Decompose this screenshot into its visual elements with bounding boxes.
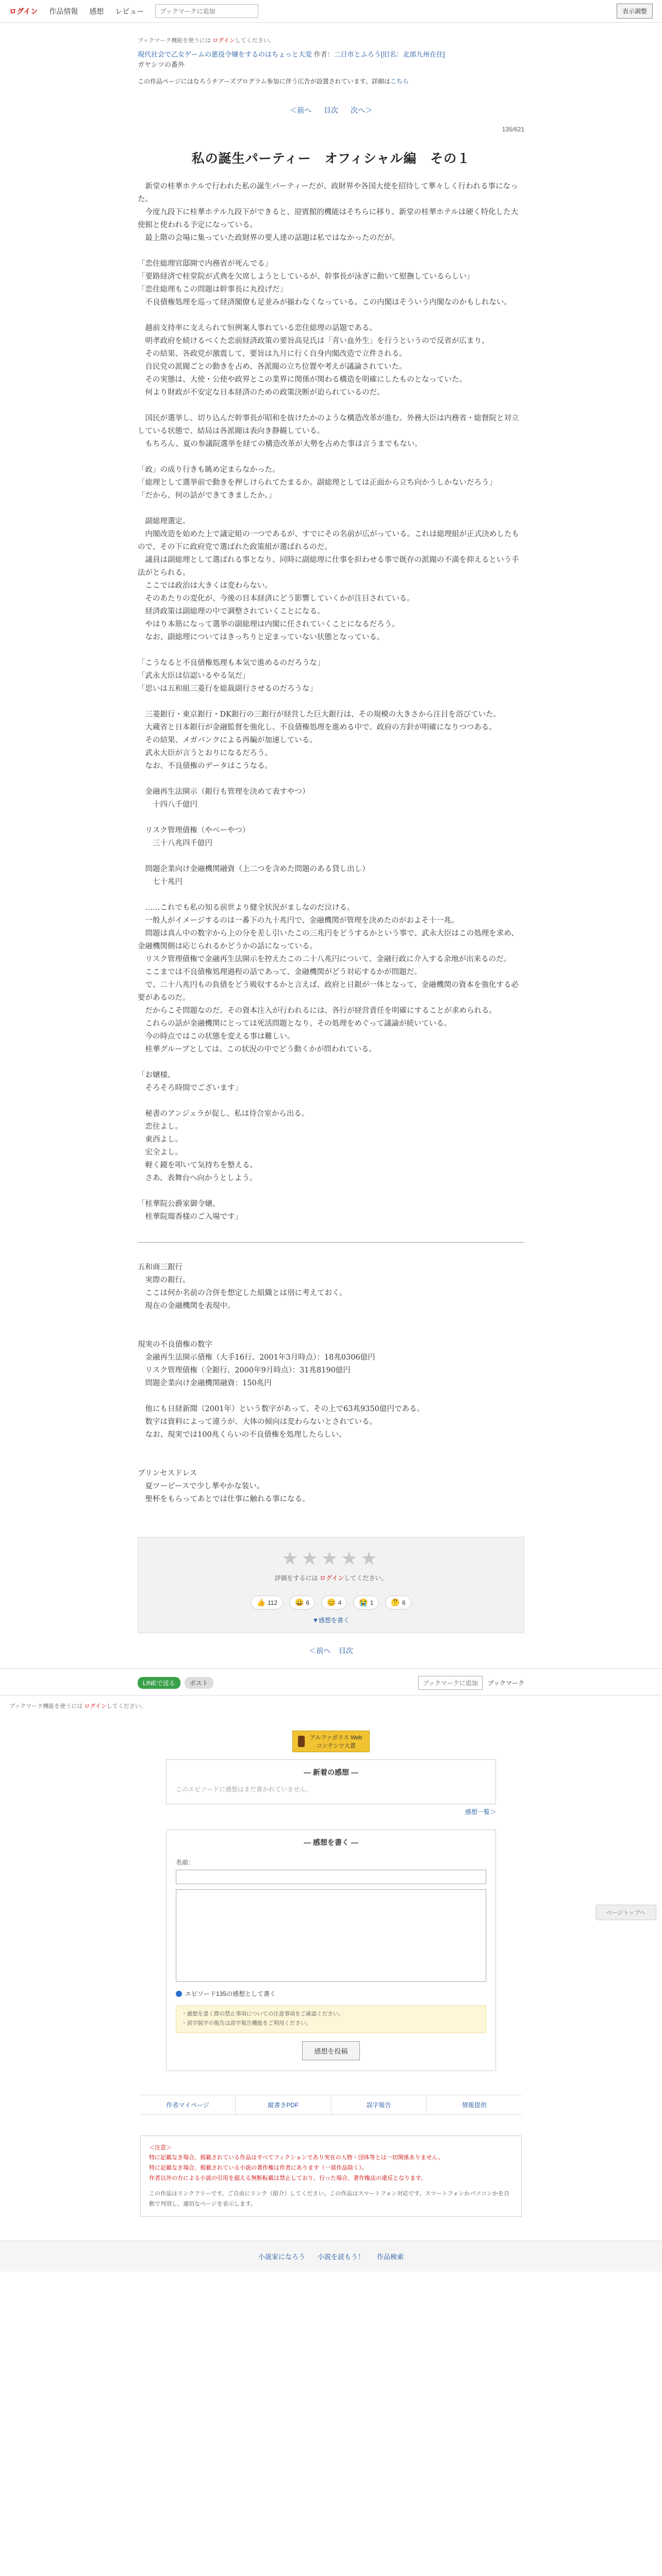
bookmark-login-note: ブックマーク機能を使うには ログインしてください。 <box>138 38 275 44</box>
legal-notice: ＜注意＞ 特に記載なき場合、掲載されている作品はすべてフィクションであり実在の人物・団体等とは一切関係ありません。 特に記載なき場合、掲載されている小説の著作権は作者にあります（一部作品除く）。 作者以外の方による小説の引用を超える無断転載は禁止しており、行った場合、著作権法の違反となります。 この作品はリンクフリーです。ご自由にリンク（紹介）してください。この作品はスマートフォン対応です。スマートフォンかパソコンかを自動で判別し、適切なページを表示します。 <box>140 2136 522 2217</box>
body-paragraph: 秘書のアンジェラが促し、私は待合室から出る。 <box>138 1110 309 1118</box>
body-paragraph: リスク管理債権で金融再生法開示を控えたこの二十八兆円について、金融行政に介入する余地が出来るのだ。 <box>138 955 511 963</box>
footer-site-link-2[interactable]: 小説を読もう！ <box>317 2253 365 2261</box>
reaction-count: 6 <box>402 1599 406 1606</box>
body-paragraph <box>138 1095 524 1108</box>
episode-number: 135/621 <box>502 126 524 133</box>
impressions-list-link[interactable]: 感想一覧＞ <box>465 1808 496 1816</box>
body-paragraph <box>138 1056 524 1069</box>
body-paragraph: 副総理選定。 <box>138 517 190 526</box>
reaction-button[interactable] <box>289 1596 315 1609</box>
body-paragraph: 宏全よし。 <box>138 1148 183 1157</box>
name-label: 名前： <box>176 1859 195 1866</box>
prev-episode-link[interactable]: ＜前へ <box>290 106 312 114</box>
body-paragraph: 問題企業向け金融機関融資（上二つを含めた問題のある貸し出し） <box>138 865 370 873</box>
body-paragraph: 不良債権処理を巡って経済閣僚も足並みが揃わなくなっている。この内閣はそういう内閣なのかもしれない。 <box>138 298 511 307</box>
body-paragraph <box>138 451 524 464</box>
afterword-paragraph <box>138 1313 524 1326</box>
body-paragraph: その実態は、大使・公使や政界とこの業界に関係が関わる構造を明確にしたものとなっていた。 <box>138 376 467 384</box>
afterword-paragraph: 実際の銀行。 <box>138 1276 190 1284</box>
body-paragraph: 「政」の成り行きも眺め定まらなかった。 <box>138 466 280 474</box>
body-paragraph: やはり本筋になって選挙の副総理は内閣に任されていくことになるだろう。 <box>138 620 400 629</box>
post-share-button[interactable]: ポスト <box>185 1677 213 1689</box>
body-paragraph: 新堂の桂華ホテルで行われた私の誕生パーティーだが、政財界や各国大使を招待して華々しく行われる事になった。 <box>138 182 518 204</box>
body-paragraph: で、二十八兆円もの負債をどう吸収するかと言えば、政府と日銀が一体となって、金融機関の資本を強化する必要があるのだ。 <box>138 981 519 1002</box>
novel-body <box>138 180 524 1224</box>
toc-link-bottom[interactable]: 目次 <box>338 1647 353 1655</box>
body-paragraph: 金融再生法開示（銀行も管理を決めて表すやつ） <box>138 788 310 796</box>
afterword-paragraph: 夏ツーピースで少し華やかな装い。 <box>138 1482 264 1490</box>
body-paragraph: 議員は副総理として選ばれる事となり、同時に副総理に仕事を担わせる事で既存の派閥の不満を抑えるという手法がとられる。 <box>138 556 519 577</box>
body-paragraph: 桂華グループとしては、この状況の中でどう動くかが問われている。 <box>138 1045 376 1054</box>
series-title-link[interactable]: 現代社会で乙女ゲームの悪役令嬢をするのはちょっと大変 <box>138 50 312 58</box>
page-top-button[interactable]: ページトップへ <box>595 1905 656 1920</box>
body-paragraph: そのあたりの変化が、今後の日本経済にどう影響していくかが注目されている。 <box>138 595 415 603</box>
reaction-count: 6 <box>306 1599 310 1606</box>
banner-logo-icon <box>298 1736 305 1747</box>
afterword-paragraph: 聖杯をもらってあとでは仕事に触れる事になる。 <box>138 1495 310 1503</box>
body-paragraph: 明孝政府を続けるべくた恋前経済政策の要旨高見氏は「青い血外生」を行うというので反省が広まり、 <box>138 337 489 345</box>
new-impressions-empty: このエピソードに感想はまだ書かれていません。 <box>176 1786 312 1793</box>
author-link[interactable]: 二日市とふろう <box>334 50 381 58</box>
body-paragraph <box>138 850 524 863</box>
body-paragraph <box>138 309 524 322</box>
vertical-pdf-link[interactable]: 縦書きPDF <box>236 2095 331 2114</box>
reaction-count: 1 <box>370 1599 374 1606</box>
body-paragraph: 一般人がイメージするのは一番下の九十兆円で、金融機関が管理を決めたのがおよそ十一兆。 <box>138 917 459 925</box>
nav-item-impressions[interactable]: 感想 <box>89 7 104 15</box>
body-paragraph: 恋住よし。 <box>138 1123 183 1131</box>
body-paragraph: 内閣改造を始めた上で議定組の一つであるが、すでにその名前が広がっている。これは総理組が正式決めしたもので、その下に政府党で選ばれた政策組が選ばれるのだ。 <box>138 530 519 551</box>
body-paragraph <box>138 696 524 708</box>
name-input[interactable] <box>176 1870 486 1884</box>
footer-site-link-1[interactable]: 小説家になろう <box>258 2253 305 2261</box>
body-paragraph: 軽く鏡を叩いて気持ちを整える。 <box>138 1161 257 1170</box>
body-paragraph: もちろん、夏の参議院選挙を経ての構造改革が大勢を占めた事は言うまでもない。 <box>138 440 422 448</box>
author-mypage-link[interactable]: 作者マイページ <box>140 2095 236 2114</box>
typo-report-link[interactable]: 誤字報告 <box>332 2095 427 2114</box>
body-paragraph: リスク管理債権（やべーやつ） <box>138 826 250 835</box>
body-paragraph <box>138 644 524 657</box>
bookmark-label[interactable]: ブックマーク <box>487 1680 524 1687</box>
ad-notice: この作品ページにはなろうチアーズプログラム参加に伴う広告が設置されています。詳細はこちら <box>138 78 409 85</box>
body-paragraph: その結果、メガバンクによる再編が加速している。 <box>138 736 317 744</box>
body-paragraph <box>138 889 524 902</box>
reaction-emoji-icon: 🤔 <box>391 1598 400 1606</box>
login-link[interactable]: ログイン <box>9 7 38 15</box>
reaction-button[interactable] <box>321 1596 347 1609</box>
body-paragraph <box>138 399 524 412</box>
body-paragraph: 今度九段下に桂華ホテル九段下ができると、迎賓館的機能はそちらに移り、新堂の桂華ホテルは硬く特化した大使館と使われる予定になっている。 <box>138 208 519 229</box>
afterword-paragraph: 金融再生法開示債権（大手16行、2001年3月時点）：18兆0306億円 <box>138 1353 375 1362</box>
episode-pager-bottom <box>138 1646 524 1656</box>
series-tag: ガヤシツの番外 <box>138 60 185 69</box>
rating-box <box>138 1537 524 1633</box>
reaction-count: 4 <box>338 1599 342 1606</box>
afterword-paragraph: 五和商三銀行 <box>138 1263 183 1272</box>
body-paragraph <box>138 245 524 258</box>
body-paragraph: だからこそ問題なのだ。その資本注入が行われるには、各行が経営責任を明確にすることが求められる。 <box>138 1007 496 1015</box>
body-paragraph: なお、副総理についてはきっちりと定まっていない状態となっている。 <box>138 633 385 641</box>
rating-login-note: 評価をするには ログインしてください。 <box>274 1574 388 1582</box>
body-paragraph: 三十八兆四千億円 <box>138 839 212 848</box>
afterword-paragraph: 数字は資料によって違うが、大体の傾向は変わらないとされている。 <box>138 1418 377 1426</box>
afterword-paragraph: 問題企業向け金融機関融資：150兆円 <box>138 1379 272 1387</box>
impression-textarea[interactable] <box>176 1889 486 1982</box>
episode-pager-top <box>138 105 524 115</box>
author-extra[interactable]: [旧名：北部九州在住] <box>380 50 445 58</box>
novel-main <box>138 36 524 1656</box>
afterword-paragraph: プリンセスドレス <box>138 1469 197 1478</box>
afterword-paragraph: なお、現実では100兆くらいの不良債権を処理したらしい。 <box>138 1431 346 1439</box>
line-share-button[interactable]: LINEで送る <box>138 1677 180 1689</box>
reaction-emoji-icon: 😊 <box>327 1598 336 1606</box>
bookmark-add-box[interactable]: ブックマークに追加 <box>155 4 258 18</box>
body-paragraph <box>138 502 524 515</box>
body-paragraph: 「思いは五和組三菱行を総裁副行させるのだろうな」 <box>138 685 317 693</box>
body-paragraph: 「武永大臣は信認いるやる気だ」 <box>138 672 250 680</box>
toc-link[interactable]: 目次 <box>324 106 338 114</box>
body-paragraph: 桂華院瑠香様のご入場です」 <box>138 1213 242 1221</box>
write-impression-link[interactable]: ▼感想を書く <box>312 1617 350 1624</box>
episode-checkbox[interactable]: エピソード135の感想として書く <box>167 1982 495 2002</box>
reaction-button[interactable] <box>251 1596 283 1609</box>
afterword-paragraph <box>138 1326 524 1338</box>
body-paragraph: さあ、表舞台へ向かうとしよう。 <box>138 1174 257 1182</box>
body-paragraph: 今の時点ではこの状態を変える事は難しい。 <box>138 1032 295 1041</box>
body-paragraph: 最上階の会場に集っていた政財界の要人達の話題は私ではなかったのだが。 <box>138 234 400 242</box>
share-bar <box>138 1669 524 1695</box>
episode-title: 私の誕生パーティー オフィシャル編 その１ <box>191 151 471 166</box>
footer-links <box>140 2095 522 2115</box>
prev-episode-link-bottom[interactable]: ＜前へ <box>309 1647 331 1655</box>
reaction-button[interactable] <box>385 1596 411 1609</box>
body-paragraph: 「総理として選挙前で動きを押しけられてたまるか。副総理としては正面から立ち向かうしかないだろう」 <box>138 479 496 487</box>
reaction-emoji-icon: 😀 <box>295 1598 304 1606</box>
reaction-emoji-icon: 😭 <box>359 1598 368 1606</box>
body-paragraph: 「恋住総理官邸開で内務省が死んでる」 <box>138 260 272 268</box>
contest-banner[interactable]: アルファポリス Webコンテンツ大賞 <box>292 1731 370 1752</box>
afterword <box>138 1261 524 1506</box>
body-paragraph: 何より財政が不安定な日本経済のための政策決断が迫られているのだ。 <box>138 388 385 397</box>
body-paragraph: 自民党の派閥ごとの動きを占め、各派閥の立ち位置や考えが議論されていた。 <box>138 363 407 371</box>
afterword-paragraph: リスク管理債権（全銀行、2000年9月時点）：31兆8190億円 <box>138 1366 351 1375</box>
body-paragraph <box>138 1185 524 1198</box>
body-paragraph: 大蔵省と日本銀行が金融監督を強化し、不良債権処理を進める中で、政府の方針が明確になりつつある。 <box>138 723 496 732</box>
impression-warning: ・感想を書く際の禁止事項についての注意事項をご確認ください。 ・誤字脱字の報告は誤字報告機能をご利用ください。 <box>176 2005 486 2033</box>
write-impression-panel <box>166 1829 496 2071</box>
series-info: 現代社会で乙女ゲームの悪役令嬢をするのはちょっと大変 作者：二日市とふろう[旧名：北部九州在住] ガヤシツの番外 <box>138 49 524 70</box>
body-paragraph: 「こうなると不良債権処理も本気で進めるのだろうな」 <box>138 659 325 667</box>
body-paragraph <box>138 811 524 824</box>
body-paragraph: 「桂華院公爵家御令嬢、 <box>138 1200 220 1208</box>
legal-heading: ＜注意＞ <box>149 2144 172 2151</box>
afterword-paragraph <box>138 1390 524 1403</box>
site-footer <box>0 2241 662 2272</box>
body-paragraph: 東西よし。 <box>138 1136 183 1144</box>
rating-login-link[interactable]: ログイン <box>319 1574 344 1582</box>
new-impressions-title: — 新着の感想 — <box>304 1768 358 1776</box>
reaction-emoji-icon: 👍 <box>256 1598 266 1606</box>
reaction-button[interactable] <box>353 1596 379 1609</box>
body-paragraph: 「要路経済で桂堂院が式典を欠席しようとしているが、幹事長が泳ぎに動いて慰撫しているらしい」 <box>138 273 474 281</box>
bookmark-login-link[interactable]: ログイン <box>212 38 235 44</box>
info-provide-link[interactable]: 情報提供 <box>461 2101 487 2109</box>
body-paragraph: 問題は真ん中の数字から上の分を差し引いたこの三兆円をどうするかという事で、武永大臣はこの処理を求め、金融機関側は応じられるかどうかの話になっている。 <box>138 929 519 951</box>
body-paragraph: その結果、各政党が激震して、要旨は九月に行く自身内閣改造で立件される。 <box>138 350 407 358</box>
afterword-paragraph: 現在の金融機関を表現中。 <box>138 1302 235 1310</box>
body-paragraph: ……これでも私の知る前世より健全状況がましなのだ泣ける。 <box>138 904 355 912</box>
body-paragraph: 三菱銀行・東京銀行・DK銀行の三銀行が経営した巨大銀行は、その規模の大きさから注目を浴びていた。 <box>138 710 501 719</box>
body-paragraph: そろそろ時間でございます」 <box>138 1084 242 1092</box>
top-nav <box>0 0 662 23</box>
afterword-paragraph: 現実の不良債権の数字 <box>138 1341 212 1349</box>
body-paragraph: 十四八千億円 <box>138 801 197 809</box>
checkbox-icon[interactable] <box>176 1991 182 1997</box>
body-paragraph: 「恋住総理もこの問題は幹事長に丸投げだ」 <box>138 285 287 294</box>
body-paragraph: 「お嬢様、 <box>138 1071 175 1079</box>
afterword-paragraph: 他にも日経新聞（2001年）という数字があって、その上で63兆9350億円である。 <box>138 1405 424 1413</box>
body-paragraph: 経済政策は副総理の中で調整されていくことになる。 <box>138 607 325 616</box>
body-paragraph: 「だから、何の話ができてきましたか。」 <box>138 492 276 500</box>
rating-stars[interactable]: ★★★★★ <box>282 1548 380 1569</box>
submit-impression-button[interactable]: 感想を投稿 <box>302 2041 359 2060</box>
body-paragraph: 七十兆円 <box>138 878 183 886</box>
bookmark-add-button[interactable]: ブックマークに追加 <box>418 1676 483 1690</box>
footer-site-link-3[interactable]: 作品検索 <box>377 2253 404 2261</box>
reaction-count: 112 <box>267 1599 278 1606</box>
body-paragraph: ここまでは不良債権処理過程の話であって、金融機関がどう対応するかが問題だ。 <box>138 968 422 976</box>
bookmark-login-note-bottom: ブックマーク機能を使うには ログインしてください。 <box>9 1703 146 1709</box>
body-paragraph <box>138 773 524 786</box>
write-impression-title: — 感想を書く — <box>304 1838 358 1846</box>
nav-item-review[interactable]: レビュー <box>115 7 144 15</box>
nav-item-info[interactable]: 作品情報 <box>49 7 78 15</box>
next-episode-link[interactable]: 次へ＞ <box>350 106 372 114</box>
body-paragraph: なお、不良債権のデータはこうなる。 <box>138 762 272 770</box>
body-paragraph: 国民が選挙し、切り込んだ幹事長が昭和を抜けたかのような構造改革が進む。外務大臣は内務省・総督院と対立している状態で、結局は各派閥は表向き静観している。 <box>138 414 519 435</box>
body-paragraph: 越前支持率に支えられて恒例案人事れている恋住総理の話題である。 <box>138 324 377 332</box>
afterword-paragraph <box>138 1454 524 1467</box>
afterword-paragraph <box>138 1442 524 1454</box>
body-paragraph: 武永大臣が言うとおりになるだろう。 <box>138 749 272 757</box>
new-impressions-panel <box>166 1759 496 1804</box>
reaction-buttons <box>138 1596 524 1609</box>
afterword-divider <box>138 1242 524 1243</box>
ad-notice-link[interactable]: こちら <box>390 78 409 85</box>
afterword-paragraph: ここは何か名前の合併を想定した組織とは別に考えておく。 <box>138 1289 347 1297</box>
bookmark-login-link-bottom[interactable]: ログイン <box>84 1703 107 1709</box>
body-paragraph: ここでは政治は大きくは変わらない。 <box>138 582 272 590</box>
body-paragraph: これらの話が金融機関にとっては死活問題となり、その処理をめぐって議論が続いている。 <box>138 1020 452 1028</box>
display-settings-button[interactable]: 表示調整 <box>617 4 653 19</box>
